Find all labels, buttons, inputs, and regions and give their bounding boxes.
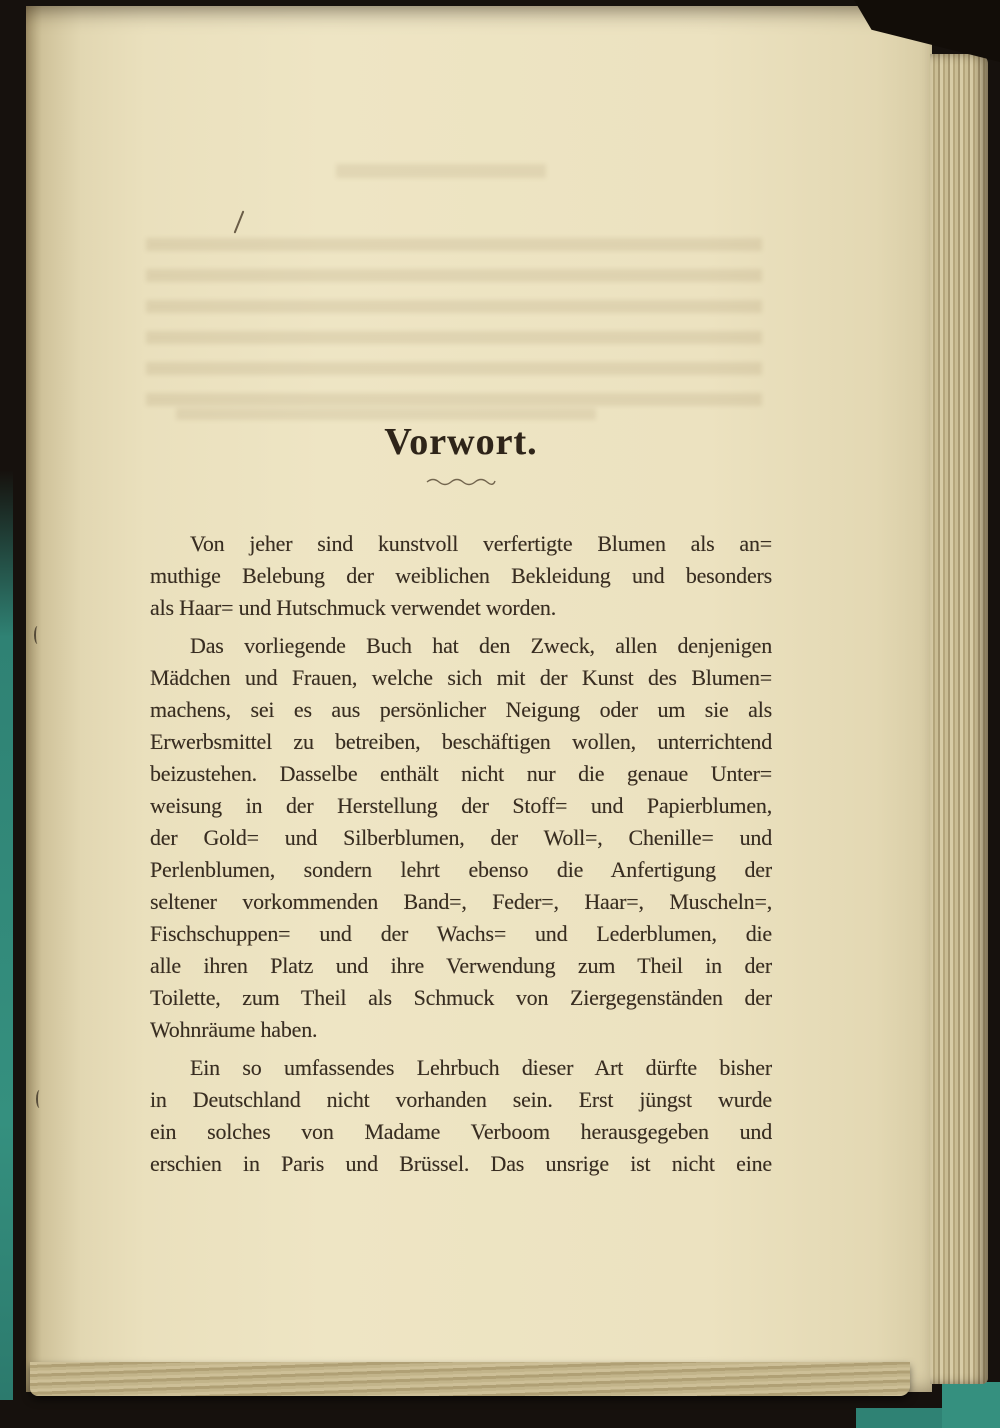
paragraph	[150, 528, 772, 624]
text-line: der Gold= und Silberblumen, der Woll=, Chenille= und	[150, 825, 772, 850]
text-line: Von jeher sind kunstvoll verfertigte Blumen als an=	[190, 531, 772, 556]
text-line: Fischschuppen= und der Wachs= und Lederblumen, die	[150, 921, 772, 946]
text-line: erschien in Paris und Brüssel. Das unsrige ist nicht eine	[150, 1151, 772, 1176]
text-line: in Deutschland nicht vorhanden sein. Erst jüngst wurde	[150, 1087, 772, 1112]
text-line: machens, sei es aus persönlicher Neigung oder um sie als	[150, 697, 772, 722]
text-line: Das vorliegende Buch hat den Zweck, allen denjenigen	[190, 633, 772, 658]
text-line: Perlenblumen, sondern lehrt ebenso die Anfertigung der	[150, 857, 772, 882]
text-line: Wohnräume haben.	[150, 1017, 318, 1042]
text-line: seltener vorkommenden Band=, Feder=, Haar=, Muscheln=,	[150, 889, 772, 914]
text-line: beizustehen. Dasselbe enthält nicht nur die genaue Unter=	[150, 761, 772, 786]
pen-mark	[234, 210, 245, 233]
text-line: weisung in der Herstellung der Stoff= und Papierblumen,	[150, 793, 772, 818]
margin-mark	[36, 1090, 43, 1108]
book-page	[26, 6, 932, 1392]
text-line: Toilette, zum Theil als Schmuck von Ziergegenständen der	[150, 985, 772, 1010]
showthrough-ghost-text	[176, 408, 596, 420]
text-line: alle ihren Platz und ihre Verwendung zum Theil in der	[150, 953, 772, 978]
heading-flourish-icon	[425, 476, 497, 486]
showthrough-ghost-text	[336, 164, 546, 178]
bottom-page-edges	[30, 1362, 910, 1396]
page-heading: Vorwort.	[384, 421, 538, 463]
text-line: Ein so umfassendes Lehrbuch dieser Art dürfte bisher	[190, 1055, 772, 1080]
cover-edge-teal-left	[0, 470, 13, 1400]
text-line: Erwerbsmittel zu betreiben, beschäftigen wollen, unterrichtend	[150, 729, 772, 754]
margin-mark	[34, 626, 41, 644]
text-line: Mädchen und Frauen, welche sich mit der Kunst des Blumen=	[150, 665, 772, 690]
text-line: muthige Belebung der weiblichen Bekleidung und besonders	[150, 563, 772, 588]
fore-edge-pages	[930, 54, 988, 1384]
cover-edge-teal-corner	[942, 1382, 1000, 1428]
paragraph	[150, 1052, 772, 1180]
paragraph	[150, 630, 772, 1046]
text-block	[150, 420, 772, 1180]
showthrough-ghost-text	[146, 238, 762, 408]
text-line: ein solches von Madame Verboom herausgegeben und	[150, 1119, 772, 1144]
text-line: als Haar= und Hutschmuck verwendet worden.	[150, 595, 556, 620]
